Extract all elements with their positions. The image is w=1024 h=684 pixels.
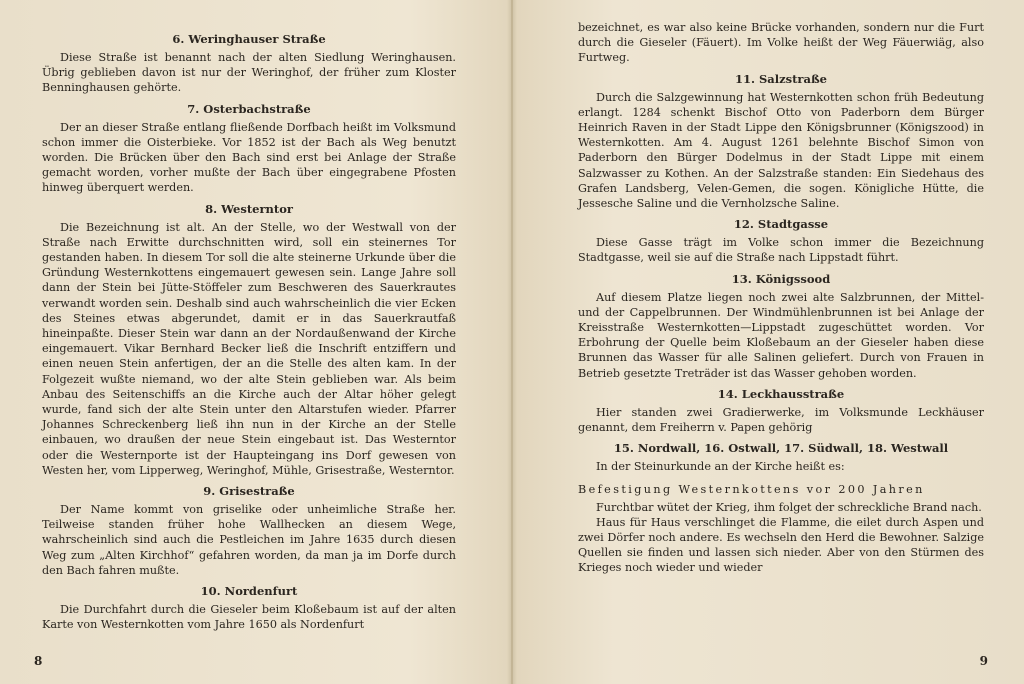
section-8-title: 8. Westerntor [205,201,293,216]
verse-1: Furchtbar wütet der Krieg, ihm folget der schreckliche Brand nach. [596,500,982,514]
page-number-right: 9 [979,654,988,668]
section-11-text: Durch die Salzgewinnung hat Westernkotten schon früh Bedeutung erlangt. 1284 schenkt Bischof Otto von Paderborn dem Bürger Heinrich Raven in der Stadt Lippe den Königsbrunner (Königszood) in Westernkotten. Am 4. August 1261 belehnte Bischof Simon von Paderborn den Bürger Dodelmus in der Stadt Lippe mit einem Salzwasser zu Kothen. An der Salzstraße standen: Ein Siedehaus des Grafen Landsberg, Velen-Gemen, die sogen. Königliche Hütte, die Jessesche Saline und die Vernholzsche Saline. [578,90,984,211]
section-6-text: Diese Straße ist benannt nach der alten Siedlung Weringhausen. Übrig geblieben davon ist nur der Weringhof, der früher zum Kloster Benninghausen gehörte. [42,51,456,95]
section-15-intro: In der Steinurkunde an der Kirche heißt es: [596,460,845,474]
section-9-text: Der Name kommt von griselike oder unheimliche Straße her. Teilweise standen früher hohe Wallhecken an diesem Wege, wahrscheinlich sind auch die Pestleichen im Jahre 1635 durch diesen Weg zum „Alten Kirchhof“ gefahren worden, da man ja im Dorfe durch den Bach fahren mußte. [42,503,456,577]
section-14-text: Hier standen zwei Gradierwerke, im Volksmunde Leckhäuser genannt, dem Freiherrn v. Papen gehörig [578,405,984,435]
section-9-title: 9. Grisestraße [203,484,295,499]
continued-text: bezeichnet, es war also keine Brücke vorhanden, sondern nur die Furt durch die Gieseler (Fäuert). Im Volke heißt der Weg Fäuerwiäg, also Furtweg. [578,21,984,65]
section-7-text: Der an dieser Straße entlang fließende Dorfbach heißt im Volksmund schon immer die Oisterbieke. Vor 1852 ist der Bach als Weg benutzt worden. Die Brücken über den Bach sind erst bei Anlage der Straße gemacht worden, vorher mußte der Bach über eingegrabene Pfosten hinweg überquert werden. [42,120,456,195]
page-number-left: 8 [34,654,43,668]
section-12-title: 12. Stadtgasse [733,217,829,232]
section-12-text: Diese Gasse trägt im Volke schon immer die Bezeichnung Stadtgasse, weil sie auf die Straße nach Lippstadt führt. [578,236,984,265]
section-13-title: 13. Königssood [731,271,831,286]
section-13-text: Auf diesem Platze liegen noch zwei alte Salzbrunnen, der Mittel- und der Cappelbrunnen. Der Windmühlenbrunnen ist bei Anlage der Kreisstraße Westernkotten—Lippstadt zugeschüttet worden. Vor Erbohrung der Quelle beim Kloßebaum an der Gieseler haben diese Brunnen das Wasser für alle Salinen geliefert. Durch von Frauen in Betrieb gesetzte Treträder ist das Wasser gehoben worden. [578,290,984,380]
spaced-heading: Befestigung Westernkottens vor 200 Jahren [578,483,925,497]
section-7-title: 7. Osterbachstraße [187,101,311,116]
section-11-title: 11. Salzstraße [734,71,828,86]
section-6-title: 6. Weringhauser Straße [172,32,326,46]
section-8-text: Die Bezeichnung ist alt. An der Stelle, wo der Westwall von der Straße nach Erwitte durchschnitten wird, soll ein steinernes Tor gestanden haben. In diesem Tor soll die alte steinerne Urkunde über die Gründung Westernkottens eingemauert gewesen sein. Lange Jahre soll dann der Stein bei Jütte-Stöffeler zum Beschweren des Sauerkrautes verwandt worden sein. Deshalb sind auch wahrscheinlich die vier Ecken des Steines etwas abgerundet, damit er in das Sauerkrautfaß hineinpaßte. Dieser Stein war dann an der Nordaußenwand der Kirche eingemauert. Vikar Bernhard Becker ließ die Inschrift entziffern und einen neuen Stein anfertigen, der an die Stelle des alten kam. In der Folgezeit wußte niemand, wo der alte Stein geblieben war. Als beim Anbau des Seitenschiffs an die Kirche auch der Altar höher gelegt wurde, fand sich der alte Stein unter den Altarstufen wieder. Pfarrer Johannes Schreckenberg ließ ihn nun in der Kirche an der Stelle einbauen, wo draußen der neue Stein eingebaut ist. Das Westerntor oder die Westernporte ist der Haupteingang ins Dorf gewesen von Westen her, vom Lipperweg, Weringhof, Mühle, Grisestraße, Westerntor. [42,220,456,477]
section-10-title: 10. Nordenfurt [200,584,298,599]
verse-2: Haus für Haus verschlinget die Flamme, die eilet durch Aspen und zwei Dörfer noch andere. Es wechseln den Herd die Bewohner. Salzige Quellen sie finden und lassen sich nieder. Aber von den Stürmen des Krieges noch wieder und wieder [578,515,984,575]
right-page [512,0,1024,684]
section-14-title: 14. Leckhausstraße [717,386,845,401]
section-10-text: Die Durchfahrt durch die Gieseler beim Kloßebaum ist auf der alten Karte von Westernkotten vom Jahre 1650 als Nordenfurt [42,603,456,632]
section-15-18-title: 15. Nordwall, 16. Ostwall, 17. Südwall, 18. Westwall [613,441,949,456]
